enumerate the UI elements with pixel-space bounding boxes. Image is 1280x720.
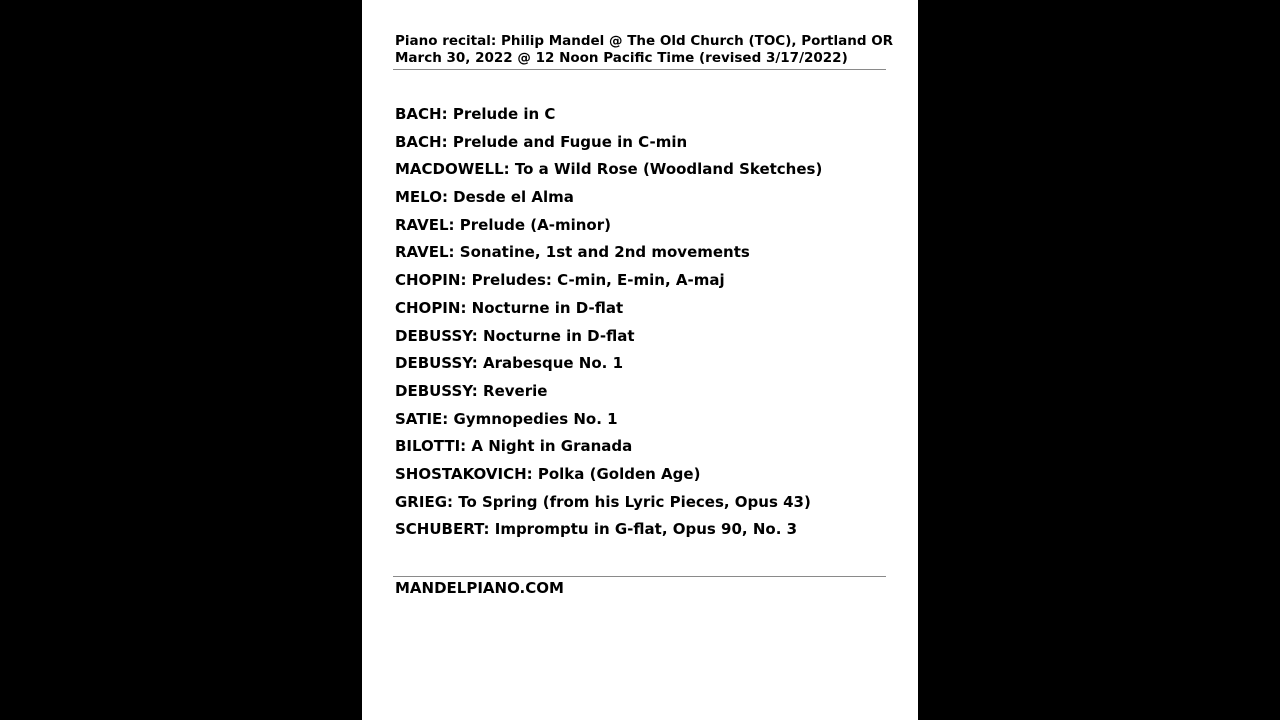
- header-divider: [393, 69, 886, 70]
- program-item: DEBUSSY: Reverie: [395, 381, 548, 400]
- website-footer: MANDELPIANO.COM: [395, 579, 564, 597]
- program-item: SCHUBERT: Impromptu in G-flat, Opus 90, No. 3: [395, 520, 798, 539]
- program-item: BILOTTI: A Night in Granada: [395, 437, 633, 456]
- program-item: GRIEG: To Spring (from his Lyric Pieces, Opus 43): [395, 492, 811, 511]
- program-item: DEBUSSY: Nocturne in D-flat: [395, 326, 635, 345]
- header-title-line: Piano recital: Philip Mandel @ The Old Church (TOC), Portland OR: [395, 33, 894, 49]
- program-item: MACDOWELL: To a Wild Rose (Woodland Sketches): [395, 160, 823, 179]
- program-item: MELO: Desde el Alma: [395, 188, 574, 207]
- program-item: SHOSTAKOVICH: Polka (Golden Age): [395, 464, 701, 483]
- program-list: [395, 101, 822, 544]
- program-item: DEBUSSY: Arabesque No. 1: [395, 354, 624, 373]
- program-item: CHOPIN: Preludes: C-min, E-min, A-maj: [395, 271, 725, 290]
- program-item: BACH: Prelude in C: [395, 105, 556, 123]
- program-sheet: [362, 0, 918, 720]
- program-item: BACH: Prelude and Fugue in C-min: [395, 132, 688, 151]
- program-item: SATIE: Gymnopedies No. 1: [395, 409, 618, 428]
- footer-divider: [393, 576, 886, 577]
- program-item: RAVEL: Sonatine, 1st and 2nd movements: [395, 243, 750, 262]
- program-item: RAVEL: Prelude (A-minor): [395, 215, 611, 234]
- recital-header: [395, 33, 894, 67]
- program-item: CHOPIN: Nocturne in D-flat: [395, 298, 624, 317]
- header-date-line: March 30, 2022 @ 12 Noon Pacific Time (revised 3/17/2022): [395, 50, 848, 66]
